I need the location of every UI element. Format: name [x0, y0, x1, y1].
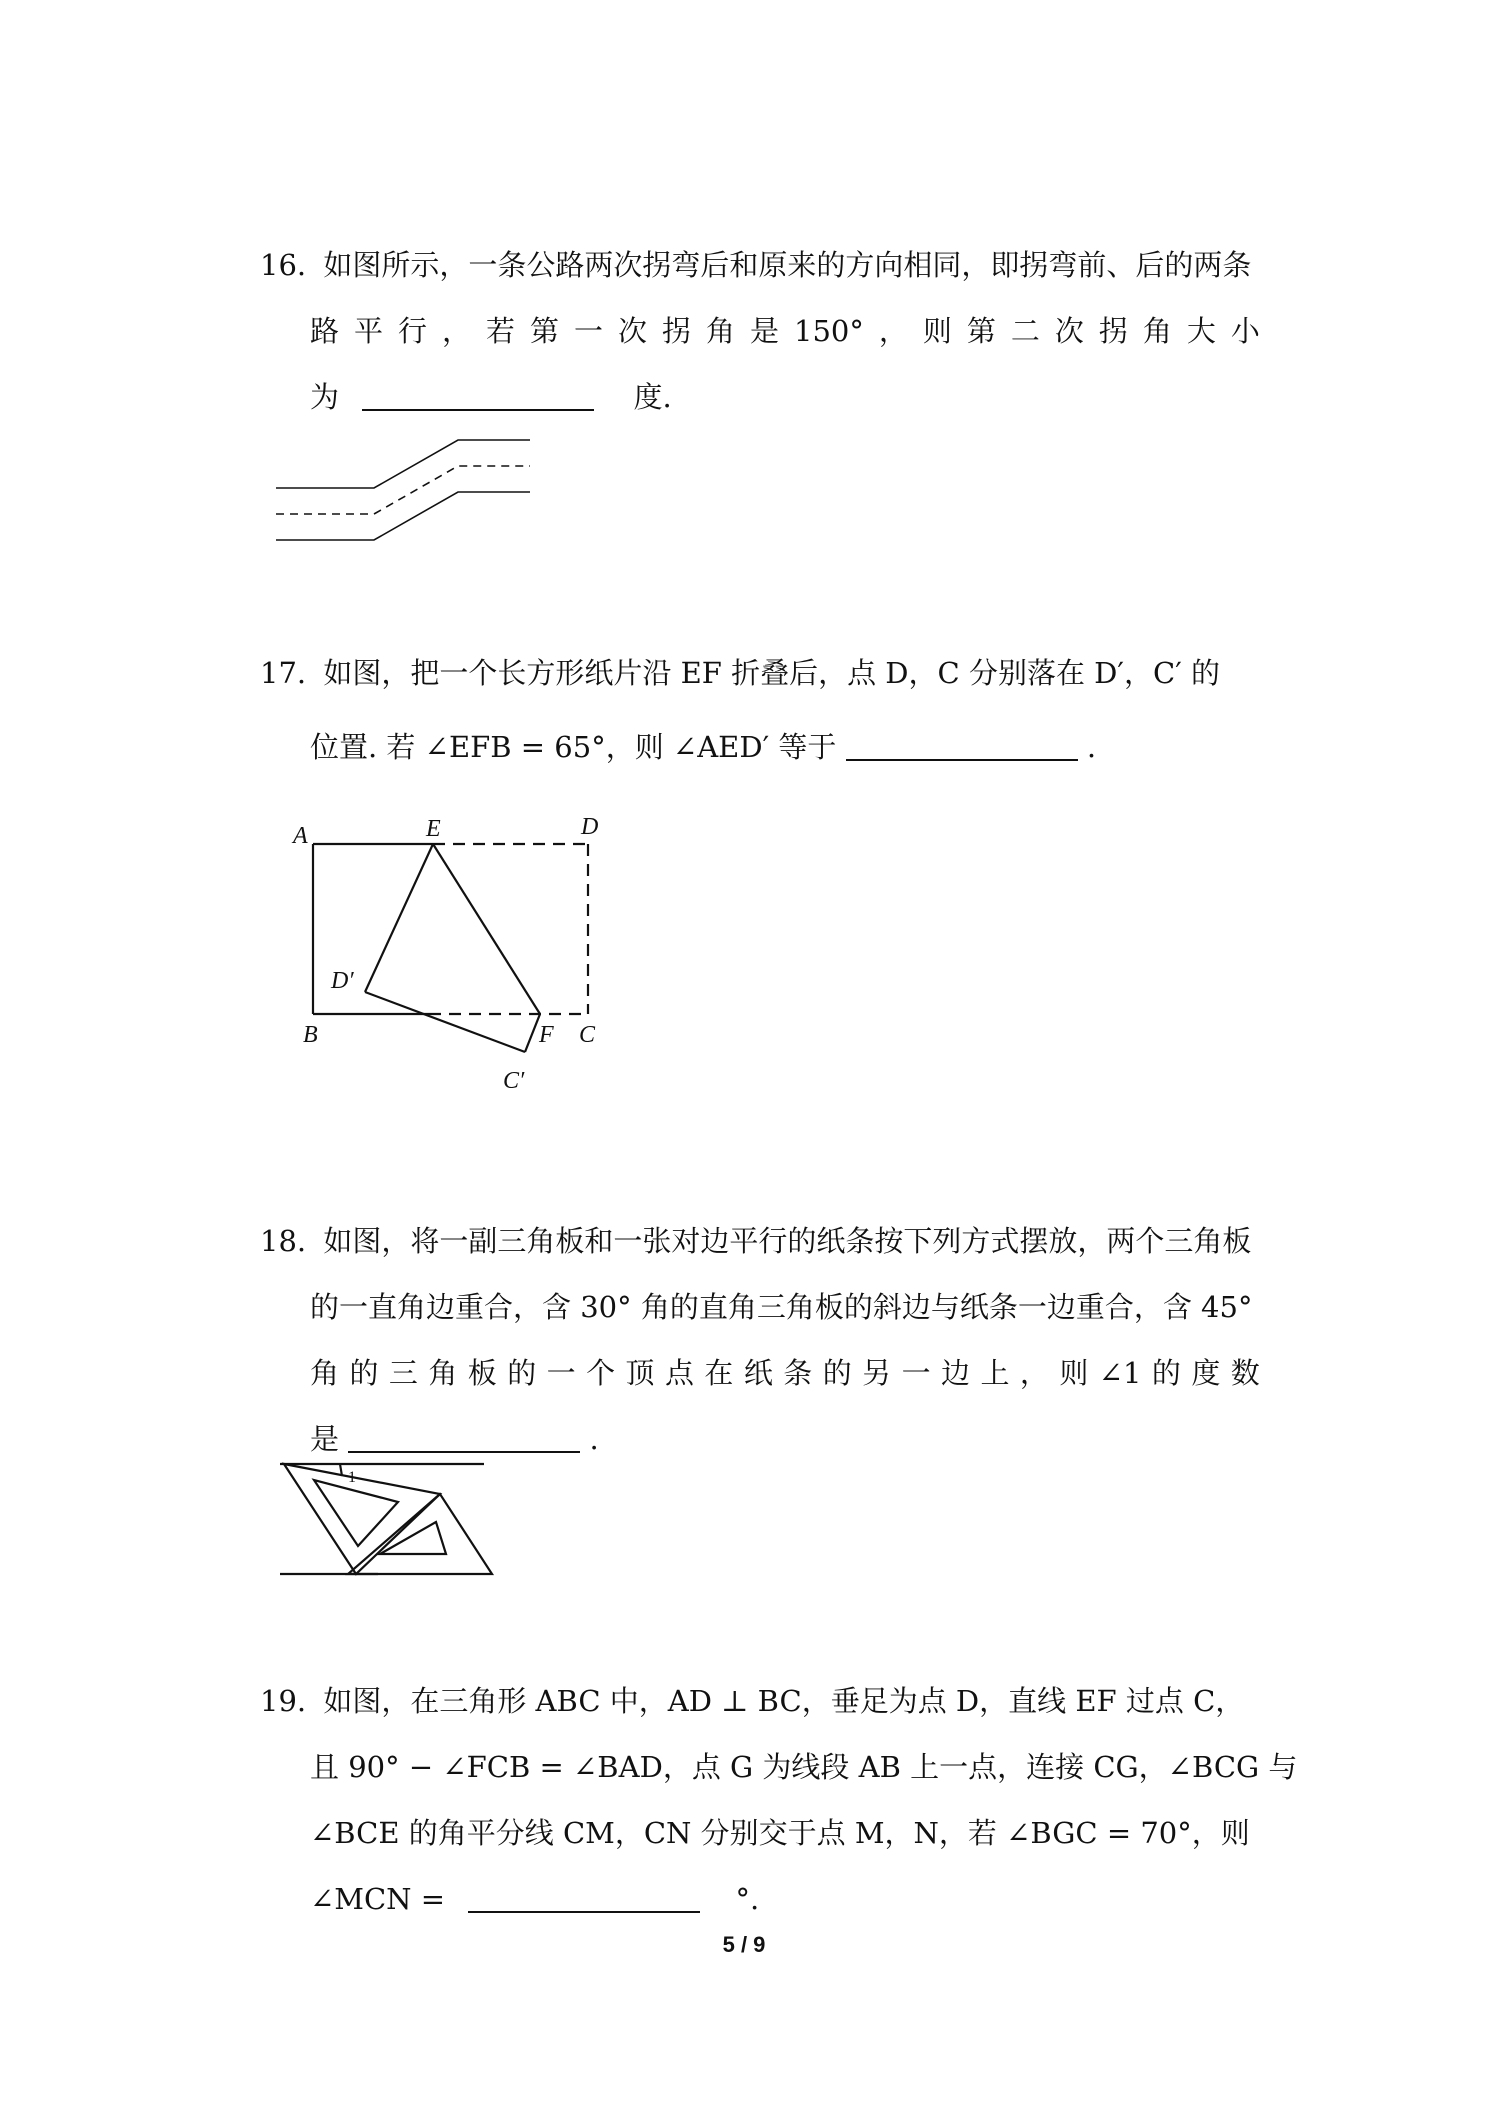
q19-text-4-suffix: °.	[735, 1882, 760, 1916]
answer-blank[interactable]	[846, 723, 1078, 761]
q16-line-2-word: 次	[618, 314, 648, 348]
q16-line-2-word: 平	[354, 314, 384, 348]
q18-line-3-word: 则	[1059, 1356, 1089, 1390]
triangle-30-60-inner	[314, 1480, 398, 1546]
answer-blank[interactable]	[362, 373, 594, 411]
question-18	[260, 1208, 1260, 1472]
q18-line-3-word: 度	[1191, 1356, 1221, 1390]
q17-line-1	[260, 640, 1260, 706]
answer-blank[interactable]	[348, 1415, 580, 1453]
q18-line-3-word: 一	[901, 1356, 931, 1390]
road-center-line	[276, 466, 530, 514]
q17-line-2	[260, 714, 1260, 780]
set-squares-figure	[270, 1450, 510, 1580]
q18-text-2: 的一直角边重合，含 30° 角的直角三角板的斜边与纸条一边重合，含 45°	[310, 1290, 1253, 1324]
label-Dprime: D′	[331, 968, 354, 994]
q16-line-2	[260, 298, 1260, 364]
q16-line-2-word: 大	[1186, 314, 1216, 348]
q18-line-3-word: 另	[862, 1356, 892, 1390]
triangle-30-60	[284, 1464, 440, 1574]
q19-text-3: ∠BCE 的角平分线 CM，CN 分别交于点 M，N，若 ∠BGC = 70°，则	[310, 1816, 1250, 1850]
q16-line-2-word: 一	[574, 314, 604, 348]
q19-text-1: 如图，在三角形 ABC 中，AD ⊥ BC，垂足为点 D，直线 EF 过点 C，	[323, 1684, 1245, 1718]
q16-line-2-word: 小	[1230, 314, 1260, 348]
q16-line-2-word: 行	[398, 314, 428, 348]
q18-line-3-word: 的	[822, 1356, 852, 1390]
q18-text-4-suffix: .	[589, 1422, 599, 1456]
q18-line-3-word: 角	[310, 1356, 340, 1390]
label-B: B	[303, 1022, 318, 1048]
q19-line-1	[260, 1668, 1260, 1734]
q18-line-3-word: 边	[941, 1356, 971, 1390]
q18-line-3-word: 在	[704, 1356, 734, 1390]
folded-rectangle-figure	[285, 810, 615, 1110]
q18-line-3-word: 上	[980, 1356, 1010, 1390]
q16-line-1	[260, 232, 1260, 298]
q18-line-3-word: 顶	[625, 1356, 655, 1390]
q16-line-2-word: 二	[1010, 314, 1040, 348]
q18-text-4-prefix: 是	[310, 1422, 340, 1456]
question-number: 16.	[260, 248, 307, 282]
label-A: A	[293, 823, 308, 849]
label-C: C	[579, 1022, 596, 1048]
q18-line-2	[260, 1274, 1260, 1340]
q16-line-2-word: 拐	[1098, 314, 1128, 348]
q17-text-2-prefix: 位置. 若 ∠EFB = 65°，则 ∠AED′ 等于	[310, 730, 837, 764]
road-top-edge	[276, 440, 530, 488]
label-angle-1: 1	[348, 1469, 356, 1486]
q19-line-2	[260, 1734, 1298, 1800]
segment-EF	[433, 844, 540, 1014]
q16-line-2-word: 第	[966, 314, 996, 348]
page-number: 5 / 9	[722, 1932, 766, 1957]
q18-text-1: 如图，将一副三角板和一张对边平行的纸条按下列方式摆放，两个三角板	[323, 1224, 1252, 1258]
q18-line-3-word: 角	[428, 1356, 458, 1390]
q16-line-3	[260, 364, 1260, 430]
q18-line-3-word: 个	[586, 1356, 616, 1390]
road-bottom-edge	[276, 492, 530, 540]
q16-line-2-word: 路	[310, 314, 340, 348]
q18-line-3-word: 条	[783, 1356, 813, 1390]
q16-line-2-word: 是	[750, 314, 780, 348]
q16-text-3-suffix: 度.	[633, 380, 672, 414]
q18-line-3-word: 纸	[743, 1356, 773, 1390]
q18-line-3-word: 的	[349, 1356, 379, 1390]
q18-line-3-word: 三	[388, 1356, 418, 1390]
q16-line-2-word: 角	[706, 314, 736, 348]
road-figure	[270, 430, 540, 550]
answer-blank[interactable]	[468, 1875, 700, 1913]
q18-line-3-word: 的	[1151, 1356, 1181, 1390]
question-number: 17.	[260, 656, 307, 690]
q16-line-2-word: 次	[1054, 314, 1084, 348]
q16-line-2-word: ，	[878, 314, 908, 348]
q16-line-2-word: 第	[530, 314, 560, 348]
q19-line-4	[260, 1866, 1260, 1932]
q19-text-2: 且 90° − ∠FCB = ∠BAD，点 G 为线段 AB 上一点，连接 CG，∠BCG 与	[310, 1750, 1298, 1784]
q17-text-2-suffix: .	[1086, 730, 1097, 764]
q16-line-2-word: 150°	[794, 314, 864, 348]
question-19	[260, 1668, 1298, 1932]
q17-text-1: 如图，把一个长方形纸片沿 EF 折叠后，点 D，C 分别落在 D′，C′ 的	[323, 656, 1220, 690]
question-16	[260, 232, 1260, 430]
q16-line-2-word: 角	[1142, 314, 1172, 348]
segment-EDp	[365, 844, 433, 992]
q18-line-3-word: ，	[1019, 1356, 1049, 1390]
q18-line-3-word: ∠1	[1098, 1356, 1142, 1390]
q19-line-3	[260, 1800, 1260, 1866]
label-E: E	[426, 816, 441, 842]
q18-line-3	[260, 1340, 1260, 1406]
label-Cprime: C′	[503, 1068, 525, 1094]
q18-line-3-word: 数	[1230, 1356, 1260, 1390]
question-number: 18.	[260, 1224, 307, 1258]
label-F: F	[539, 1022, 554, 1048]
q16-text-1: 如图所示，一条公路两次拐弯后和原来的方向相同，即拐弯前、后的两条	[323, 248, 1252, 282]
q19-text-4-prefix: ∠MCN =	[310, 1882, 446, 1916]
label-D: D	[581, 814, 599, 840]
q18-line-3-word: 点	[664, 1356, 694, 1390]
segment-DpCp	[365, 992, 525, 1052]
question-number: 19.	[260, 1684, 307, 1718]
q16-line-2-word: 拐	[662, 314, 692, 348]
q18-line-3-word: 一	[546, 1356, 576, 1390]
segment-CpF	[525, 1014, 540, 1052]
q18-line-3-word: 的	[507, 1356, 537, 1390]
question-17	[260, 640, 1260, 780]
q16-line-2-word: ，	[442, 314, 472, 348]
q16-line-2-word: 若	[486, 314, 516, 348]
q18-line-3-word: 板	[467, 1356, 497, 1390]
q18-line-1	[260, 1208, 1260, 1274]
q16-text-3-prefix: 为	[310, 380, 340, 414]
q16-line-2-word: 则	[922, 314, 952, 348]
